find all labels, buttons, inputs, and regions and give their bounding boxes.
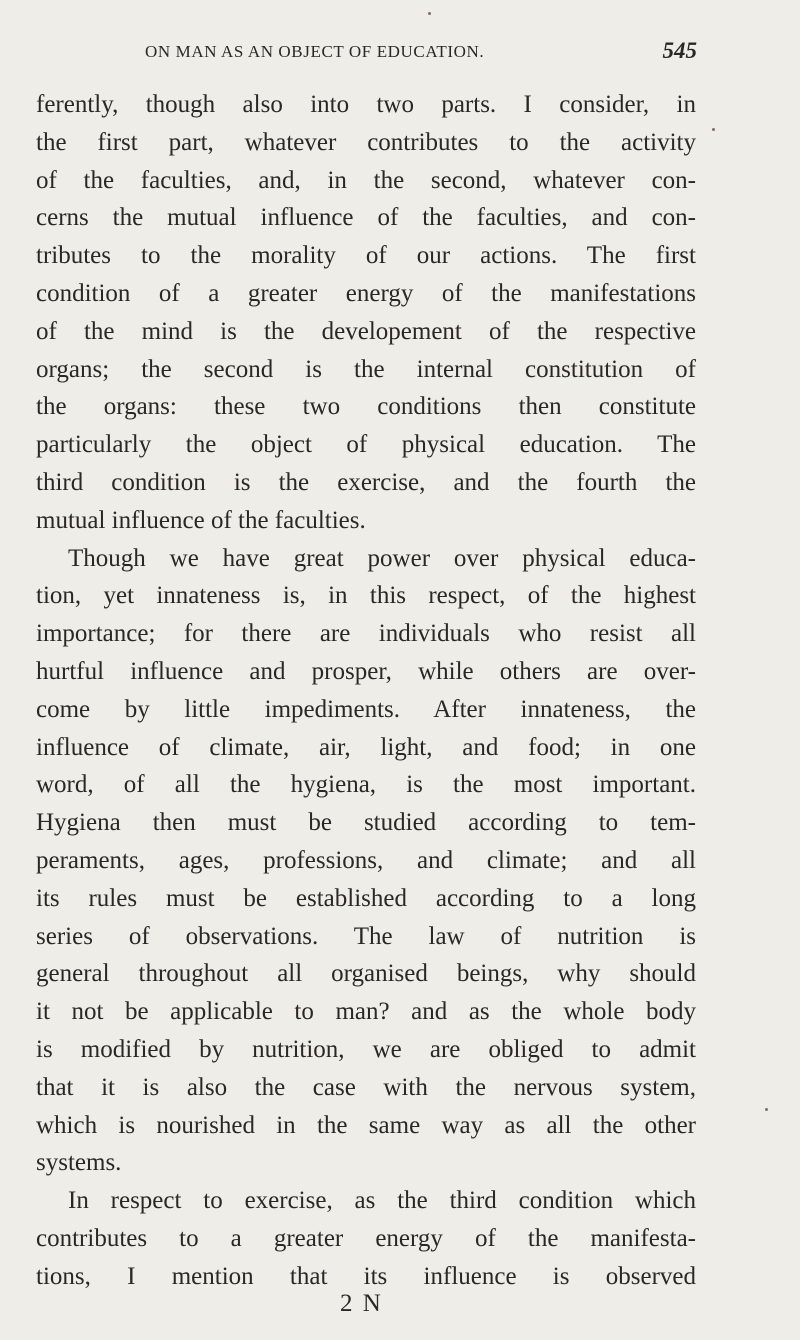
text-line: is modified by nutrition, we are obliged to admit bbox=[36, 1035, 696, 1063]
text-line: series of observations. The law of nutrition is bbox=[36, 922, 696, 950]
text-line: of the faculties, and, in the second, whatever con- bbox=[36, 166, 696, 194]
text-line: influence of climate, air, light, and food; in one bbox=[36, 733, 696, 761]
text-line: organs; the second is the internal constitution of bbox=[36, 355, 696, 383]
text-line: general throughout all organised beings, why should bbox=[36, 960, 696, 988]
text-line: tributes to the morality of our actions. The first bbox=[36, 242, 696, 270]
running-head bbox=[145, 38, 697, 68]
text-line: word, of all the hygiena, is the most important. bbox=[36, 771, 696, 799]
text-line: contributes to a greater energy of the manifesta- bbox=[36, 1224, 696, 1252]
paper-speck bbox=[712, 128, 715, 131]
page-number: 545 bbox=[662, 38, 697, 63]
text-line: it not be applicable to man? and as the whole body bbox=[36, 998, 696, 1026]
paper-speck bbox=[765, 1108, 768, 1111]
text-line: peraments, ages, professions, and climate; and all bbox=[36, 846, 696, 874]
text-line: its rules must be established according to a long bbox=[36, 884, 696, 912]
paper-speck bbox=[428, 12, 431, 15]
text-line: come by little impediments. After innateness, the bbox=[36, 695, 696, 723]
text-line: particularly the object of physical education. The bbox=[36, 431, 696, 459]
signature-mark: 2 N bbox=[340, 1290, 383, 1317]
text-line: which is nourished in the same way as all the other bbox=[36, 1111, 696, 1139]
text-line: third condition is the exercise, and the fourth the bbox=[36, 468, 696, 496]
text-line: cerns the mutual influence of the faculties, and con- bbox=[36, 204, 696, 232]
text-line: ferently, though also into two parts. I consider, in bbox=[36, 91, 696, 118]
text-line: Hygiena then must be studied according to tem- bbox=[36, 809, 696, 837]
text-line: systems. bbox=[36, 1149, 122, 1177]
text-line: In respect to exercise, as the third condition which bbox=[68, 1187, 696, 1215]
text-line: hurtful influence and prosper, while others are over- bbox=[36, 657, 696, 685]
body-text bbox=[36, 86, 696, 1296]
text-line: Though we have great power over physical educa- bbox=[68, 544, 696, 572]
text-line: of the mind is the developement of the respective bbox=[36, 317, 696, 345]
text-line: that it is also the case with the nervous system, bbox=[36, 1073, 696, 1101]
text-line: the organs: these two conditions then constitute bbox=[36, 393, 696, 421]
text-line: condition of a greater energy of the manifestations bbox=[36, 279, 696, 307]
text-line: tions, I mention that its influence is observed bbox=[36, 1262, 696, 1290]
running-title: ON MAN AS AN OBJECT OF EDUCATION. bbox=[145, 42, 485, 61]
text-line: the first part, whatever contributes to the activity bbox=[36, 128, 696, 156]
text-line: mutual influence of the faculties. bbox=[36, 506, 366, 534]
text-line: tion, yet innateness is, in this respect, of the highest bbox=[36, 582, 696, 610]
text-line: importance; for there are individuals who resist all bbox=[36, 620, 696, 648]
